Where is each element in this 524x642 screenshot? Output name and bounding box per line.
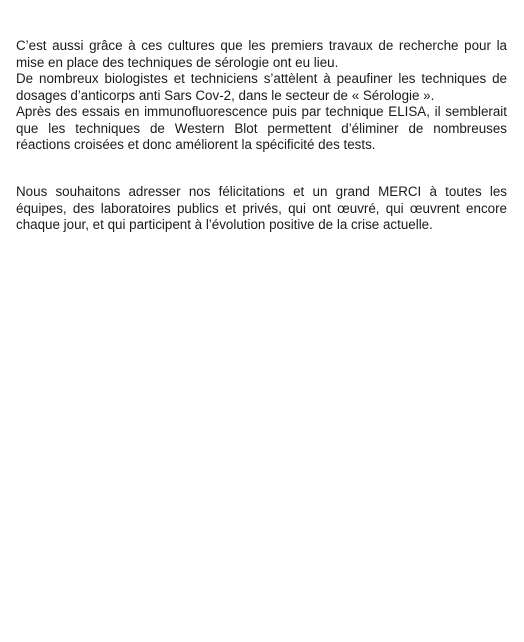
paragraph-thanks (16, 184, 507, 234)
sentence-congratulations: Nous souhaitons adresser nos félicitations et un grand MERCI à toutes les équipes, des laboratoires publics et privés, qui ont œuvré, qui œuvrent encore chaque jour, et qui participent à l’évolution positive de la crise actuelle. (16, 184, 507, 232)
sentence-cultures-research: C’est aussi grâce à ces cultures que les premiers travaux de recherche pour la mise en place des techniques de sérologie ont eu lieu. (16, 38, 507, 70)
paragraph-serology-research (16, 38, 507, 154)
sentence-western-blot: Après des essais en immunofluorescence puis par technique ELISA, il semblerait que les techniques de Western Blot permettent d’éliminer de nombreuses réactions croisées et donc améliorent la spécificité des tests. (16, 104, 507, 152)
sentence-antibody-assays: De nombreux biologistes et techniciens s’attèlent à peaufiner les techniques de dosages d’anticorps anti Sars Cov-2, dans le secteur de « Sérologie ». (16, 71, 507, 103)
